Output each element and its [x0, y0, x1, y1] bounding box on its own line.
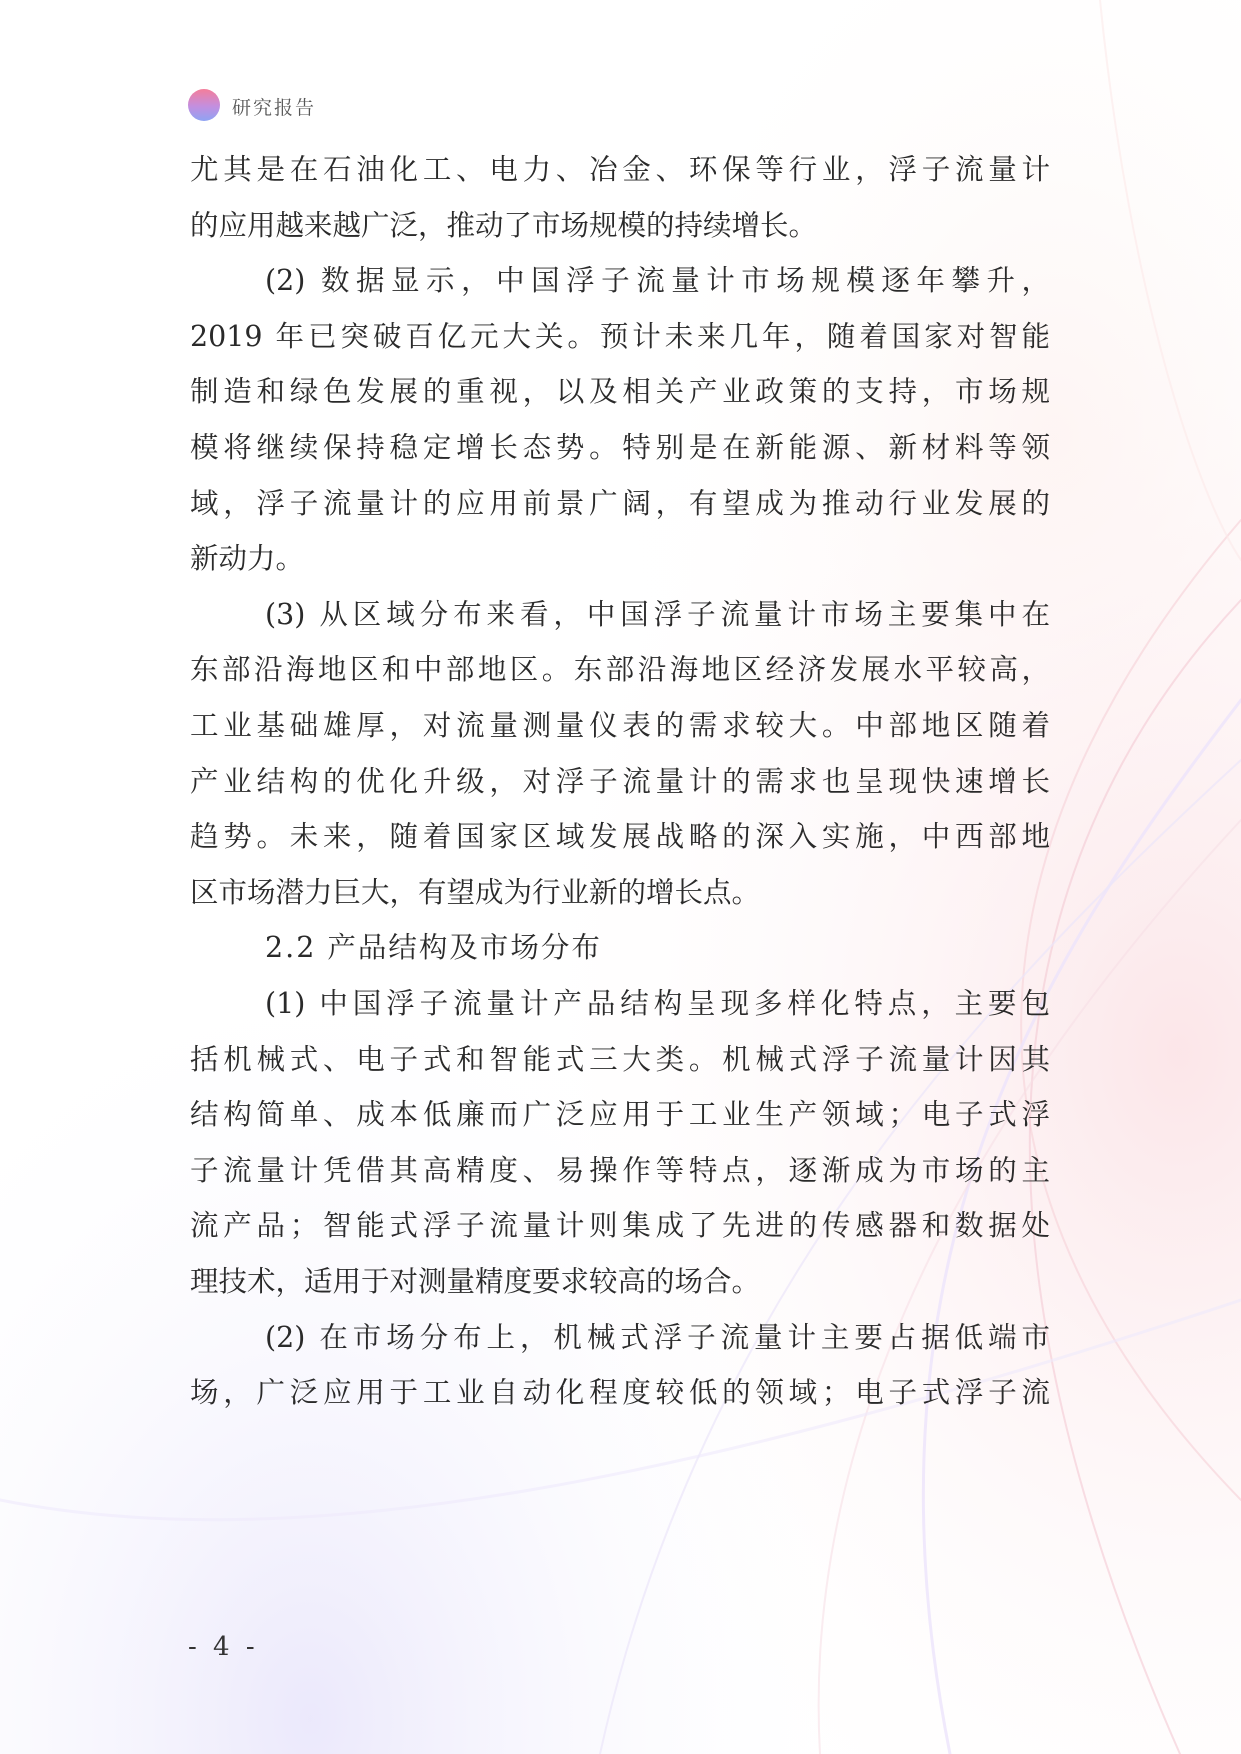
- body-text-line: 理技术，适用于对测量精度要求较高的场合。: [190, 1265, 761, 1298]
- body-text-line: 新动力。: [190, 542, 305, 576]
- body-text-line: 趋势。未来，随着国家区域发展战略的深入实施，中西部地: [190, 820, 1050, 854]
- body-text-line: 括机械式、电子式和智能式三大类。机械式浮子流量计因其: [190, 1042, 1050, 1076]
- body-text-line: 域，浮子流量计的应用前景广阔，有望成为推动行业发展的: [190, 486, 1050, 520]
- body-text-line: 东部沿海地区和中部地区。东部沿海地区经济发展水平较高，: [190, 653, 1050, 687]
- body-text-line: (2) 数据显示，中国浮子流量计市场规模逐年攀升，: [265, 264, 1050, 298]
- body-text-line: 制造和绿色发展的重视，以及相关产业政策的支持，市场规: [190, 375, 1050, 409]
- body-text-line: (2) 在市场分布上，机械式浮子流量计主要占据低端市: [265, 1320, 1050, 1354]
- body-text-line: 流产品；智能式浮子流量计则集成了先进的传感器和数据处: [190, 1209, 1050, 1243]
- body-text-line: 区市场潜力巨大，有望成为行业新的增长点。: [190, 875, 761, 909]
- body-text-line: 模将继续保持稳定增长态势。特别是在新能源、新材料等领: [190, 431, 1050, 464]
- body-text-line: 结构简单、成本低廉而广泛应用于工业生产领域；电子式浮: [190, 1098, 1050, 1132]
- section-heading: 2.2 产品结构及市场分布: [265, 931, 602, 965]
- report-logo-icon: [188, 89, 220, 121]
- body-text-line: 的应用越来越广泛，推动了市场规模的持续增长。: [190, 208, 818, 242]
- body-text-line: 场，广泛应用于工业自动化程度较低的领域；电子式浮子流: [190, 1376, 1050, 1410]
- body-text-line: (3) 从区域分布来看，中国浮子流量计市场主要集中在: [265, 597, 1050, 631]
- body-text-line: (1) 中国浮子流量计产品结构呈现多样化特点，主要包: [265, 987, 1050, 1020]
- body-text-line: 工业基础雄厚，对流量测量仪表的需求较大。中部地区随着: [190, 709, 1050, 742]
- body-text-line: 子流量计凭借其高精度、易操作等特点，逐渐成为市场的主: [190, 1153, 1050, 1187]
- page-number: - 4 -: [188, 1632, 259, 1662]
- body-text-line: 产业结构的优化升级，对浮子流量计的需求也呈现快速增长: [190, 764, 1050, 798]
- report-header-title: 研究报告: [232, 97, 317, 119]
- body-text-line: 2019 年已突破百亿元大关。预计未来几年，随着国家对智能: [190, 319, 1050, 353]
- body-text-line: 尤其是在石油化工、电力、冶金、环保等行业，浮子流量计: [190, 153, 1050, 186]
